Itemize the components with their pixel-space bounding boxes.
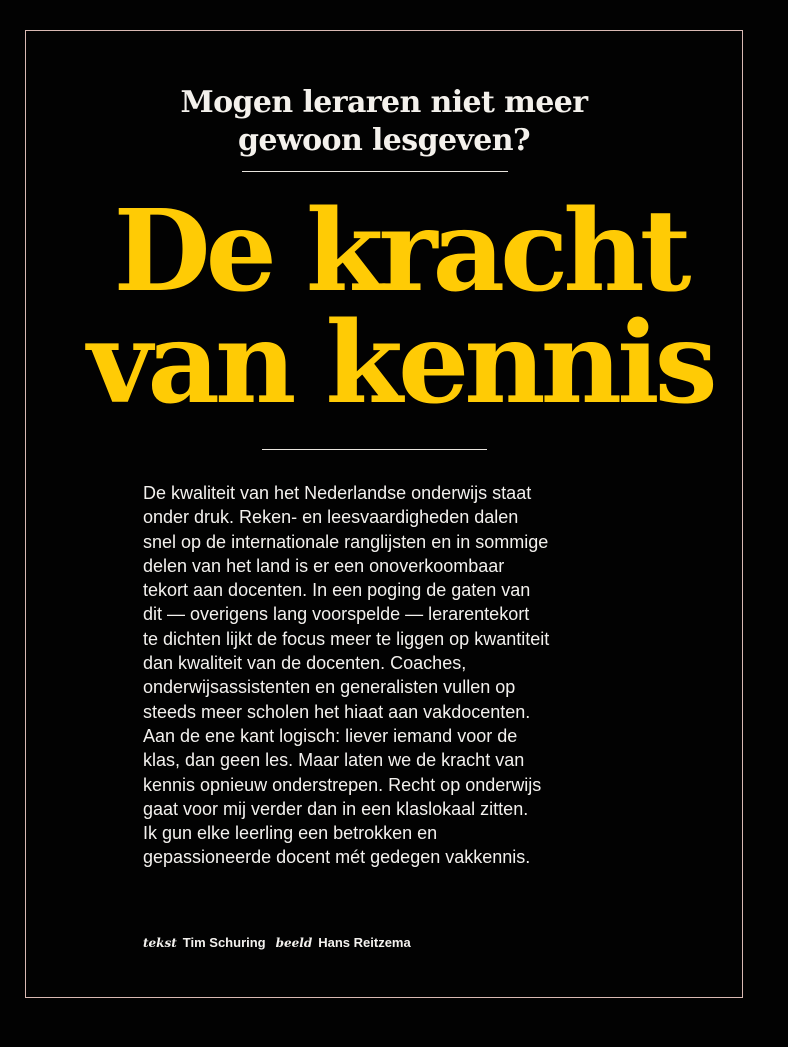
text-credit-label: tekst (143, 936, 177, 950)
paragraph-line: steeds meer scholen het hiaat aan vakdocenten. (143, 701, 531, 722)
paragraph-line: Ik gun elke leerling een betrokken en (143, 823, 438, 844)
paragraph-line: kennis opnieuw onderstrepen. Recht op onderwijs (143, 774, 542, 795)
paragraph-line: te dichten lijkt de focus meer te liggen op kwantiteit (143, 628, 550, 649)
intro-paragraph (143, 481, 663, 870)
credits (143, 935, 411, 951)
paragraph-line: tekort aan docenten. In een poging de gaten van (143, 580, 531, 601)
kicker-line-1: Mogen leraren niet meer (180, 85, 588, 120)
paragraph-line: dan kwaliteit van de docenten. Coaches, (143, 653, 467, 674)
headline (0, 186, 788, 429)
paragraph-line: klas, dan geen les. Maar laten we de kracht van (143, 750, 525, 771)
paragraph-line: gaat voor mij verder dan in een klaslokaal zitten. (143, 798, 529, 819)
image-credit-name: Hans Reitzema (318, 935, 411, 950)
headline-line-2: van kennis (87, 298, 713, 429)
image-credit-label: beeld (275, 936, 313, 950)
paragraph-line: delen van het land is er een onoverkoombaar (143, 555, 505, 576)
paragraph-line: dit — overigens lang voorspelde — lerarentekort (143, 604, 530, 625)
kicker (0, 84, 768, 160)
paragraph-line: Aan de ene kant logisch: liever iemand voor de (143, 725, 518, 746)
paragraph-line: onder druk. Reken- en leesvaardigheden dalen (143, 507, 519, 528)
divider-bottom (262, 449, 487, 450)
kicker-line-2: gewoon lesgeven? (238, 123, 530, 158)
paragraph-line: snel op de internationale ranglijsten en in sommige (143, 531, 549, 552)
divider-top (242, 171, 508, 172)
headline-line-1: De kracht (113, 186, 687, 317)
paragraph-line: onderwijsassistenten en generalisten vullen op (143, 677, 516, 698)
paragraph-line: De kwaliteit van het Nederlandse onderwijs staat (143, 483, 532, 503)
paragraph-line: gepassioneerde docent mét gedegen vakkennis. (143, 847, 531, 868)
text-credit-name: Tim Schuring (182, 935, 266, 950)
